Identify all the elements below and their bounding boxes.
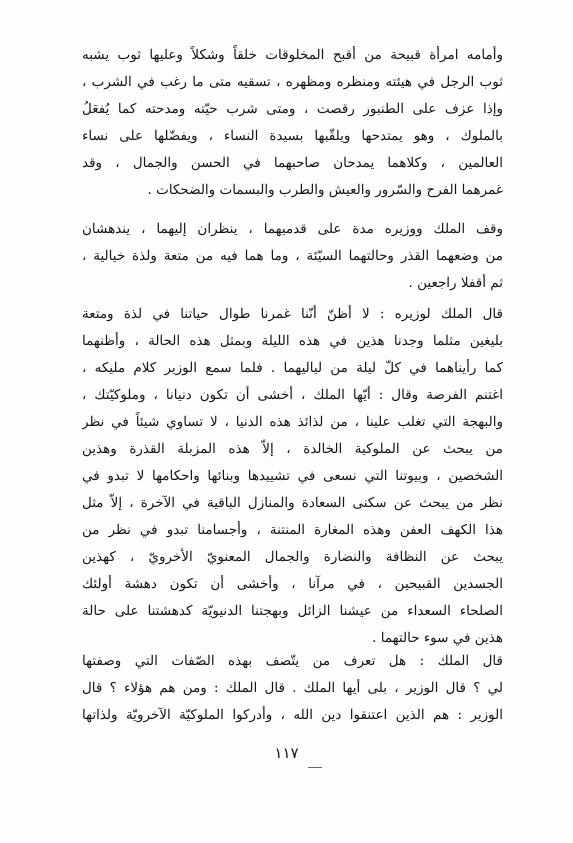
paragraph-3-line-7: الشخصين ، وبيوتنا التي نسعى في تشييدها وبنائها واحكامها لا تبدو في (82, 468, 503, 484)
paragraph-1-line-5: العالمين ، وكلاهما يمدحان صاحبهما في الحسن والجمال ، وقد (82, 155, 503, 171)
paragraph-4 (82, 648, 503, 729)
paragraph-1-line-2: ثوب الرجل في هيئته ومنظره ومظهره ، تسقيه متى ما رغب في الشرب ، (82, 74, 503, 90)
paragraph-3-line-3: كما رأيناهما في كلّ ليلة من لياليهما . فلما سمع الوزير كلام مليكه ، (82, 360, 503, 376)
paragraph-3-line-8: نظر من يبحث عن سكنى السعادة والمنازل الباقية في الآخرة ، إلاّ مثل (82, 495, 503, 511)
paragraph-2-line-2: من وضعهما القذر وحالتهما السيّئة ، وما هما فيه من متعة ولذة خيالية ، (82, 248, 503, 264)
paragraph-1 (82, 42, 503, 204)
paragraph-3-line-10: يبحث عن النظافة والنضارة والجمال المعنويّ الأخرويّ ، كهذين (82, 549, 503, 565)
paragraph-2-line-1: وقف الملك ووزيره مدة على قدميهما ، ينظران إليهما ، يندهشان (82, 221, 503, 237)
footer-divider (308, 767, 322, 768)
paragraph-3-line-6: من يبحث عن الملوكية الخالدة ، إلاّ هذه المزبلة القذرة وهذين (82, 441, 503, 457)
paragraph-3-line-1: قال الملك لوزيره : لا أظنّ أنّنا غمرنا طوال حياتنا في لذة ومتعة (82, 306, 503, 322)
paragraph-3-line-9: هذا الكهف العفن وهذه المغارة المنتنة ، وأجسامنا تبدو في نظر من (82, 522, 503, 538)
paragraph-4-line-3: الوزير : هم الذين اعتنقوا دين الله ، وأدركوا الملوكيّة الآخرويّة ولذاتها (82, 707, 503, 723)
paragraph-3-line-13: هذين في سوء حالتهما . (372, 630, 503, 646)
paragraph-1-line-1: وأمامه امرأة قبيحة من أقبح المخلوقات خلقاً وشكلاً وعليها ثوب يشبه (82, 47, 503, 63)
paragraph-3-line-11: الجسدين القبيحين ، في مرآنا ، وأخشى أن تكون دهشة أولئك (82, 576, 503, 592)
paragraph-4-line-2: لي ؟ قال الوزير ، بلى أيها الملك . قال الملك : ومن هم هؤلاء ؟ قال (82, 680, 503, 696)
paragraph-3-line-2: بليغين مثلما وجدنا هذين في هذه الليلة وبمثل هذه الحالة ، وأظنهما (82, 333, 503, 349)
paragraph-3 (82, 301, 503, 652)
paragraph-2 (82, 216, 503, 297)
paragraph-4-line-1: قال الملك : هل تعرف من يتّصف بهذه الصّفات التي وصفتها (82, 653, 503, 669)
paragraph-1-line-6: غمرهما الفرح والسّرور والعيش والطرب والبسمات والضحكات . (147, 182, 503, 198)
paragraph-1-line-4: بالملوك ، وهو يمتدحها ويلقّبها بسيدة النساء ، ويفضّلها على نساء (82, 128, 503, 144)
page-number: ١١٧ (274, 744, 299, 762)
paragraph-3-line-5: والبهجة التي تغلب علينا ، من لذائذ هذه الدنيا ، لا تساوي شيئاً في نظر (82, 414, 503, 430)
paragraph-3-line-12: الصلحاء السعداء من عيشنا الزائل وبهجتنا الدنيويّة كدهشتنا على حالة (82, 603, 503, 619)
paragraph-1-line-3: وإذا عزف على الطنبور رقصت ، ومتى شرب حيّته ومدحته كما يُفعَلُ (82, 101, 503, 117)
paragraph-3-line-4: اغتنم الفرصة وقال : أيّها الملك ، أخشى أن تكون دنيانا ، وملوكيّتك ، (82, 387, 503, 403)
paragraph-2-line-3: ثم أقفلا راجعين . (408, 275, 503, 291)
